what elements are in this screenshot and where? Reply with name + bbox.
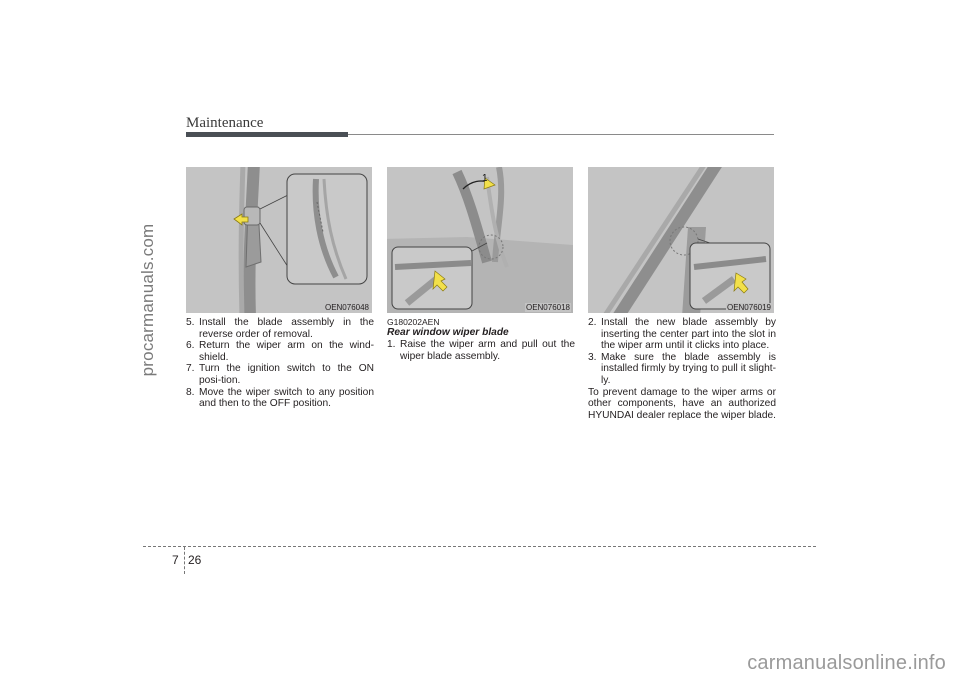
step-text: Raise the wiper arm and pull out the wiper blade assembly. [400, 339, 575, 362]
document-code: G180202AEN [387, 317, 440, 327]
figure-rear-wiper-removal-illustration [387, 167, 573, 313]
figure-new-blade-install-illustration [588, 167, 774, 313]
column-3-text [588, 317, 776, 421]
step-text: Make sure the blade assembly is installed firmly by trying to pull it slight-ly. [601, 351, 776, 386]
header-bar [186, 132, 348, 137]
step-item [186, 317, 374, 340]
step-text: Move the wiper switch to any position and then to the OFF position. [199, 386, 374, 410]
step-item [387, 339, 575, 362]
step-item [186, 387, 374, 410]
step-number: 2. [588, 317, 597, 328]
bottom-watermark: carmanualsonline.info [747, 652, 946, 674]
step-item [588, 317, 776, 352]
section-title: Maintenance [186, 115, 264, 131]
step-number: 5. [186, 317, 195, 328]
side-watermark-text: procarmanuals.com [138, 223, 157, 377]
step-text: Return the wiper arm on the wind-shield. [199, 340, 374, 363]
step-number: 8. [186, 386, 195, 398]
figure-code: OEN076048 [324, 303, 369, 312]
footer-divider [184, 547, 185, 574]
figure-wiper-blade-install-illustration [186, 167, 372, 313]
step-item [186, 340, 374, 363]
figure-new-blade-install [588, 167, 774, 313]
section-heading: Rear window wiper blade [387, 327, 509, 338]
figure-code: OEN076019 [726, 303, 771, 312]
figure-wiper-blade-install [186, 167, 372, 313]
footer-rule [143, 546, 816, 547]
column-2-text [387, 317, 575, 362]
step-text: Install the new blade assembly by inserting the center part into the slot in the wiper arm until it clicks into place. [601, 317, 776, 352]
step-item [588, 352, 776, 387]
step-text: Install the blade assembly in the reverse order of removal. [199, 317, 374, 340]
step-number: 1. [387, 339, 396, 350]
arrow-number-label: 1 [482, 173, 488, 184]
step-number: 6. [186, 340, 195, 352]
chapter-number: 7 [172, 553, 179, 567]
page-number: 26 [188, 553, 202, 567]
step-number: 7. [186, 363, 195, 375]
column-1-text [186, 317, 374, 410]
step-number: 3. [588, 351, 597, 363]
figure-rear-wiper-removal [387, 167, 573, 313]
figure-code: OEN076018 [525, 303, 570, 312]
step-item [186, 363, 374, 386]
step-text: Turn the ignition switch to the ON posi-tion. [199, 363, 374, 386]
note-paragraph: To prevent damage to the wiper arms or other components, have an authorized HYUNDAI dealer replace the wiper blade. [588, 386, 776, 421]
